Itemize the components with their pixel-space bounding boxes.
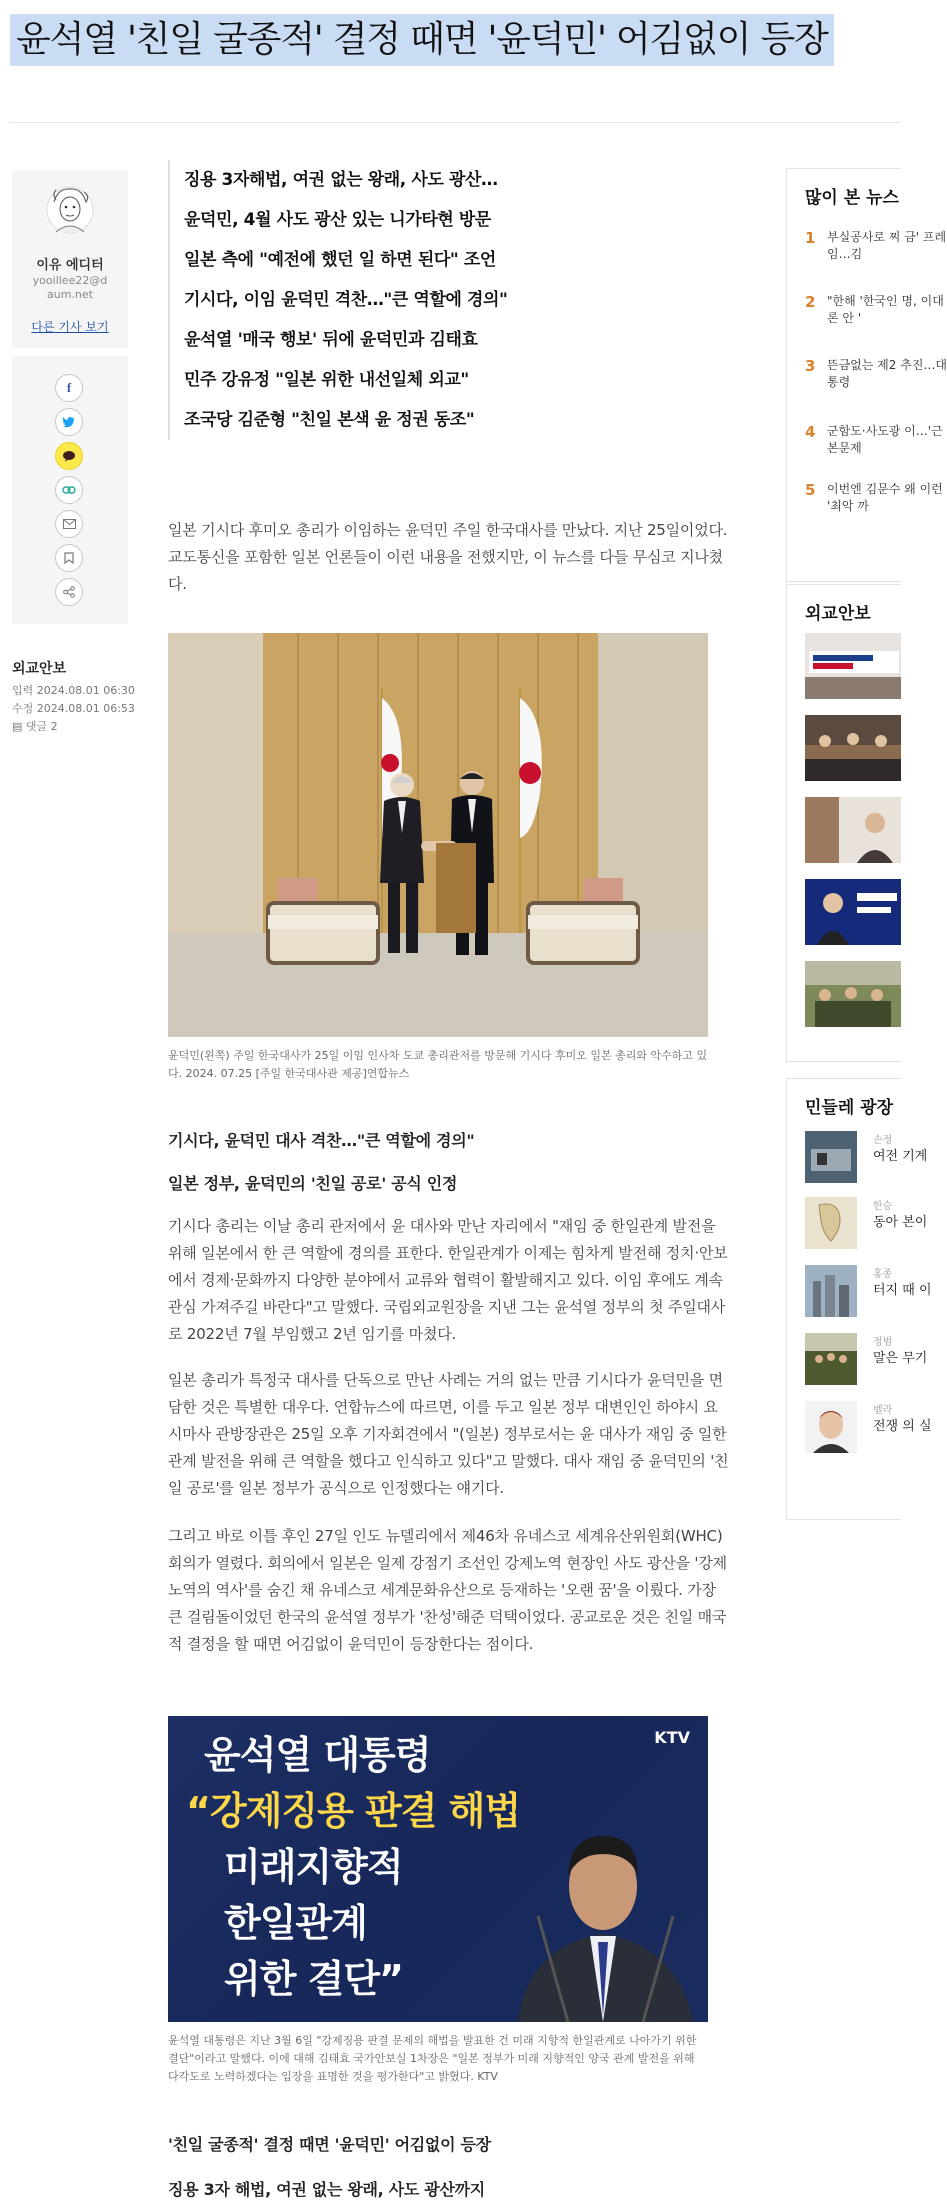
popular-rank: 2 bbox=[805, 293, 816, 311]
popular-news-title: 많이 본 뉴스 bbox=[805, 188, 899, 208]
author-email[interactable]: yooillee22@daum.net bbox=[32, 274, 108, 301]
related-item[interactable]: 조국당 김준형 "친일 본색 윤 정권 동조" bbox=[184, 410, 475, 430]
body-paragraph-2: 일본 총리가 특정국 대사를 단독으로 만난 사례는 거의 없는 만큼 기시다가 윤덕민을 면담한 것은 특별한 대우다. 연합뉴스에 따르면, 이를 두고 일본 정부 대변인인 하야시 요시마사 관방장관은 25일 오후 기자회견에서 "(일본) 정부로서는 윤 대사가 재임 중 일한 관계 발전을 위해 큰 역할을 했다고 인식하고 있다"고 말했다. 대사 재임 중 윤덕민의 '친일 공로'를 일본 정부가 공식으로 인정했다는 얘기다. bbox=[168, 1371, 729, 1497]
ktv-logo: KTV bbox=[654, 1728, 690, 1747]
popular-item[interactable]: "한해 '한국인 명, 이대론 안 ' bbox=[827, 294, 944, 325]
link-icon bbox=[62, 485, 76, 495]
kakaotalk-icon bbox=[62, 450, 76, 462]
section-news-panel bbox=[786, 584, 901, 1062]
popular-rank: 4 bbox=[805, 423, 816, 441]
author-avatar bbox=[46, 184, 94, 236]
popular-item[interactable]: 군함도·사도광 이…'근본문제 bbox=[827, 424, 943, 455]
article-title: 윤석열 '친일 굴종적' 결정 때면 '윤덕민' 어김없이 등장 bbox=[10, 14, 834, 66]
opinion-panel bbox=[786, 1078, 932, 1520]
section-thumbnail[interactable] bbox=[805, 961, 901, 1027]
opinion-author: 손정 bbox=[873, 1135, 893, 1146]
facebook-share-button[interactable] bbox=[55, 374, 83, 402]
related-item[interactable]: 기시다, 이임 윤덕민 격찬…"큰 역할에 경의" bbox=[184, 290, 508, 310]
section-thumbnail[interactable] bbox=[805, 715, 901, 781]
related-item[interactable]: 일본 측에 "예전에 했던 일 하면 된다" 조언 bbox=[184, 250, 496, 270]
bookmark-icon bbox=[64, 552, 74, 564]
ktv-speaker bbox=[498, 1796, 708, 2022]
opinion-author: 한승 bbox=[873, 1201, 893, 1212]
email-share-button[interactable] bbox=[55, 510, 83, 538]
twitter-share-button[interactable] bbox=[55, 408, 83, 436]
related-item[interactable]: 윤덕민, 4월 사도 광산 있는 니가타현 방문 bbox=[184, 210, 491, 230]
body-paragraph-1: 기시다 총리는 이날 총리 관저에서 윤 대사와 만난 자리에서 "재임 중 한일관계 발전을 위해 일본에서 한 큰 역할에 경의를 표한다. 한일관계가 이제는 힘차게 발전해 정치·안보에서 경제·문화까지 다양한 분야에서 교류와 협력이 활발해지고 있다. 이임 후에도 계속 관심 가져주길 바란다"고 말했다. 국립외교원장을 지낸 그는 윤석열 정부의 첫 주일대사로 2022년 7월 부임했고 2년 임기를 마쳤다. bbox=[168, 1217, 728, 1343]
opinion-avatar bbox=[805, 1131, 857, 1183]
ktv-text-line: 위한 결단” bbox=[224, 1957, 404, 2001]
author-other-articles-link[interactable]: 다른 기사 보기 bbox=[31, 320, 109, 334]
copy-link-button[interactable] bbox=[55, 476, 83, 504]
opinion-author: 정범 bbox=[873, 1337, 893, 1348]
article-photo bbox=[168, 633, 708, 1037]
intro-paragraph: 일본 기시다 후미오 총리가 이임하는 윤덕민 주일 한국대사를 만났다. 지난 25일이었다. 교도통신을 포함한 일본 언론들이 이런 내용을 전했지만, 이 뉴스를 다들 무심코 지나쳤다. bbox=[168, 521, 728, 593]
article-category[interactable]: 외교안보 bbox=[12, 661, 67, 677]
ktv-text-line: “강제징용 판결 해법 bbox=[186, 1789, 521, 1833]
opinion-avatar bbox=[805, 1401, 857, 1453]
body-paragraph-3: 그리고 바로 이틀 후인 27일 인도 뉴델리에서 제46차 유네스코 세계유산위원회(WHC) 회의가 열렸다. 회의에서 일본은 일제 강점기 조선인 강제노역 현장인 사도 광산을 '강제노역의 역사'를 숨긴 채 유네스코 세계문화유산으로 등재하는 '오랜 꿈'을 이뤘다. 가장 큰 걸림돌이었던 한국의 윤석열 정부가 '찬성'해준 덕택이었다. 공교로운 것은 친일 매국적 결정을 할 때면 어김없이 윤덕민이 등장한다는 점이다. bbox=[168, 1527, 727, 1653]
opinion-author: 벨라 bbox=[873, 1405, 893, 1416]
comment-count[interactable] bbox=[12, 718, 58, 734]
opinion-panel-title: 민들레 광장 bbox=[805, 1098, 894, 1118]
popular-news-panel bbox=[786, 168, 947, 582]
modified-time: 수정 2024.08.01 06:53 bbox=[12, 702, 135, 715]
share-bar bbox=[12, 356, 128, 624]
share-icon bbox=[63, 586, 75, 598]
section-news-title: 외교안보 bbox=[805, 604, 871, 624]
ktv-text-line: 미래지향적 bbox=[224, 1845, 403, 1889]
popular-rank: 5 bbox=[805, 481, 816, 499]
opinion-avatar bbox=[805, 1333, 857, 1385]
author-name: 이유 에디터 bbox=[36, 258, 104, 273]
opinion-avatar bbox=[805, 1265, 857, 1317]
photo-caption: 윤덕민(왼쪽) 주일 한국대사가 25일 이임 인사차 도쿄 총리관저를 방문해 기시다 후미오 일본 총리와 악수하고 있다. 2024. 07.25 [주일 한국대사관 제공]연합뉴스 bbox=[168, 1049, 708, 1080]
title-divider bbox=[10, 122, 900, 123]
comment-count-label: 댓글 2 bbox=[25, 720, 58, 733]
facebook-icon: f bbox=[66, 380, 72, 395]
subhead-2: 일본 정부, 윤덕민의 '친일 공로' 공식 인정 bbox=[168, 1174, 458, 1193]
popular-rank: 1 bbox=[805, 229, 816, 247]
more-share-button[interactable] bbox=[55, 578, 83, 606]
comment-icon: ▤ bbox=[12, 720, 26, 733]
opinion-author: 홍종 bbox=[873, 1269, 893, 1280]
published-time: 입력 2024.08.01 06:30 bbox=[12, 684, 135, 697]
opinion-item[interactable]: 터지 때 이 bbox=[873, 1283, 932, 1298]
ktv-text-line: 한일관계 bbox=[224, 1901, 367, 1945]
subhead-4: 징용 3자 해법, 여권 없는 왕래, 사도 광산까지 bbox=[168, 2180, 485, 2199]
ktv-text-line: 윤석열 대통령 bbox=[204, 1733, 431, 1777]
section-thumbnail[interactable] bbox=[805, 633, 901, 699]
bookmark-button[interactable] bbox=[55, 544, 83, 572]
popular-item[interactable]: 부실공사로 찌 금' 프레임…김 bbox=[827, 230, 947, 261]
section-thumbnail[interactable] bbox=[805, 879, 901, 945]
opinion-item[interactable]: 전쟁 의 실 bbox=[873, 1419, 932, 1434]
mail-icon bbox=[63, 519, 76, 529]
kakaotalk-share-button[interactable] bbox=[55, 442, 83, 470]
related-item[interactable]: 징용 3자해법, 여권 없는 왕래, 사도 광산… bbox=[184, 170, 498, 190]
author-card bbox=[12, 170, 128, 348]
section-thumbnail[interactable] bbox=[805, 797, 901, 863]
related-item[interactable]: 민주 강유정 "일본 위한 내선일체 외교" bbox=[184, 370, 469, 390]
opinion-item[interactable]: 말은 무기 bbox=[873, 1351, 928, 1366]
ktv-caption: 윤석열 대통령은 지난 3월 6일 "강제징용 판결 문제의 해법을 발표한 건 미래 지향적 한일관계로 나아가기 위한 결단"이라고 말했다. 이에 대해 김태효 국가안보실 1차장은 "일본 정부가 미래 지향적인 양국 관계 발전을 위해 다각도로 노력하겠다는 입장을 표명한 것을 평가한다"고 밝혔다. KTV bbox=[168, 2034, 697, 2083]
related-article-list bbox=[168, 160, 710, 440]
subhead-3: '친일 굴종적' 결정 때면 '윤덕민' 어김없이 등장 bbox=[168, 2135, 491, 2154]
subhead-1: 기시다, 윤덕민 대사 격찬…"큰 역할에 경의" bbox=[168, 1131, 475, 1150]
opinion-item[interactable]: 동아 본이 bbox=[873, 1215, 928, 1230]
related-item[interactable]: 윤석열 '매국 행보' 뒤에 윤덕민과 김태효 bbox=[184, 330, 478, 350]
opinion-item[interactable]: 여전 기계 bbox=[873, 1149, 928, 1164]
opinion-avatar bbox=[805, 1197, 857, 1249]
ktv-image bbox=[168, 1716, 708, 2022]
popular-rank: 3 bbox=[805, 357, 816, 375]
popular-item[interactable]: 뜬금없는 제2 추진…대통령 bbox=[827, 358, 947, 389]
twitter-icon bbox=[62, 416, 76, 428]
popular-item[interactable]: 이번엔 김문수 왜 이런 '최악 까 bbox=[827, 482, 943, 513]
